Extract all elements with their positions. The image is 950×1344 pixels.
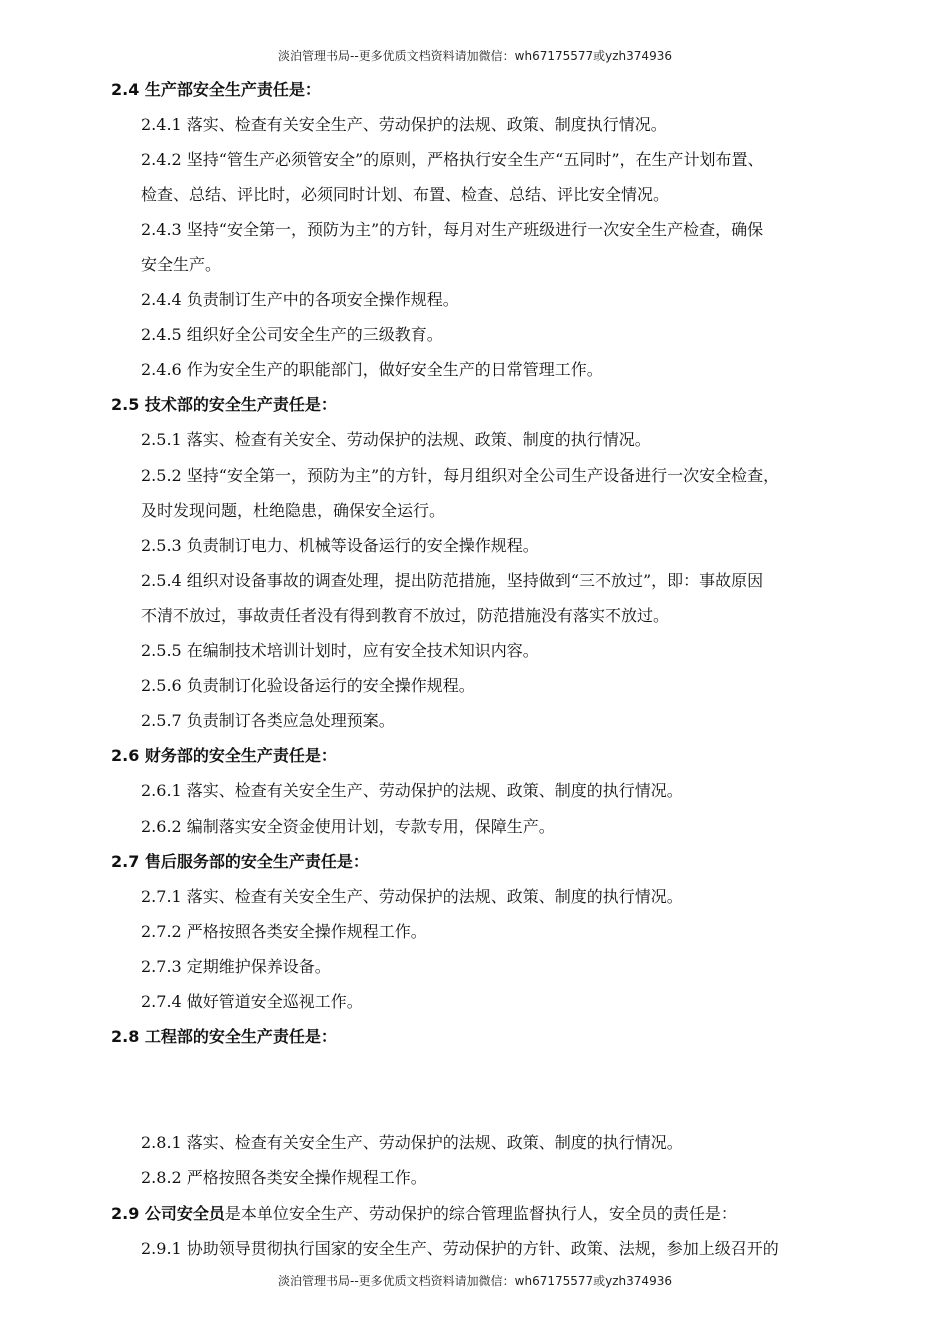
item-2-4-4: 2.4.4 负责制订生产中的各项安全操作规程。 xyxy=(141,290,459,309)
item-2-5-1: 2.5.1 落实、检查有关安全、劳动保护的法规、政策、制度的执行情况。 xyxy=(141,430,651,449)
item-2-5-2-cont: 及时发现问题，杜绝隐患，确保安全运行。 xyxy=(141,501,446,520)
page-footer: 淡泊管理书局--更多优质文档资料请加微信：wh67175577或yzh374936 xyxy=(278,1274,672,1288)
item-2-7-1: 2.7.1 落实、检查有关安全生产、劳动保护的法规、政策、制度的执行情况。 xyxy=(141,887,683,906)
item-2-5-2: 2.5.2 坚持“安全第一，预防为主”的方针，每月组织对全公司生产设备进行一次安全检查， xyxy=(141,466,780,485)
section-heading-2-9 xyxy=(111,1204,737,1224)
item-2-4-2-cont: 检查、总结、评比时，必须同时计划、布置、检查、总结、评比安全情况。 xyxy=(141,185,670,204)
item-2-6-1: 2.6.1 落实、检查有关安全生产、劳动保护的法规、政策、制度的执行情况。 xyxy=(141,781,683,800)
page-header: 淡泊管理书局--更多优质文档资料请加微信：wh67175577或yzh374936 xyxy=(278,49,672,63)
section-heading-2-9-bold: 2.9 公司安全员 xyxy=(111,1204,225,1223)
item-2-6-2: 2.6.2 编制落实安全资金使用计划，专款专用，保障生产。 xyxy=(141,817,555,836)
item-2-5-7: 2.5.7 负责制订各类应急处理预案。 xyxy=(141,711,395,730)
section-heading-2-7: 2.7 售后服务部的安全生产责任是： xyxy=(111,852,369,871)
item-2-4-2: 2.4.2 坚持“管生产必须管安全”的原则，严格执行安全生产“五同时”，在生产计划布置、 xyxy=(141,150,764,169)
item-2-5-4: 2.5.4 组织对设备事故的调查处理，提出防范措施，坚持做到“三不放过”，即：事故原因 xyxy=(141,571,764,590)
section-heading-2-5: 2.5 技术部的安全生产责任是： xyxy=(111,395,337,414)
section-heading-2-8: 2.8 工程部的安全生产责任是： xyxy=(111,1027,337,1046)
item-2-7-3: 2.7.3 定期维护保养设备。 xyxy=(141,957,331,976)
item-2-4-3: 2.4.3 坚持“安全第一，预防为主”的方针，每月对生产班级进行一次安全生产检查，确保 xyxy=(141,220,764,239)
section-heading-2-6: 2.6 财务部的安全生产责任是： xyxy=(111,746,337,765)
item-2-4-1: 2.4.1 落实、检查有关安全生产、劳动保护的法规、政策、制度执行情况。 xyxy=(141,115,667,134)
item-2-8-2: 2.8.2 严格按照各类安全操作规程工作。 xyxy=(141,1168,427,1187)
item-2-7-2: 2.7.2 严格按照各类安全操作规程工作。 xyxy=(141,922,427,941)
item-2-5-5: 2.5.5 在编制技术培训计划时，应有安全技术知识内容。 xyxy=(141,641,539,660)
item-2-7-4: 2.7.4 做好管道安全巡视工作。 xyxy=(141,992,363,1011)
item-2-4-3-cont: 安全生产。 xyxy=(141,255,222,274)
item-2-5-3: 2.5.3 负责制订电力、机械等设备运行的安全操作规程。 xyxy=(141,536,539,555)
section-heading-2-9-text: 是本单位安全生产、劳动保护的综合管理监督执行人，安全员的责任是： xyxy=(224,1204,737,1223)
item-2-4-6: 2.4.6 作为安全生产的职能部门，做好安全生产的日常管理工作。 xyxy=(141,360,603,379)
item-2-5-6: 2.5.6 负责制订化验设备运行的安全操作规程。 xyxy=(141,676,475,695)
item-2-5-4-cont: 不清不放过，事故责任者没有得到教育不放过，防范措施没有落实不放过。 xyxy=(141,606,670,625)
item-2-8-1: 2.8.1 落实、检查有关安全生产、劳动保护的法规、政策、制度的执行情况。 xyxy=(141,1133,683,1152)
section-heading-2-4: 2.4 生产部安全生产责任是： xyxy=(111,80,321,99)
item-2-4-5: 2.4.5 组织好全公司安全生产的三级教育。 xyxy=(141,325,443,344)
item-2-9-1: 2.9.1 协助领导贯彻执行国家的安全生产、劳动保护的方针、政策、法规，参加上级召开的 xyxy=(141,1239,779,1258)
